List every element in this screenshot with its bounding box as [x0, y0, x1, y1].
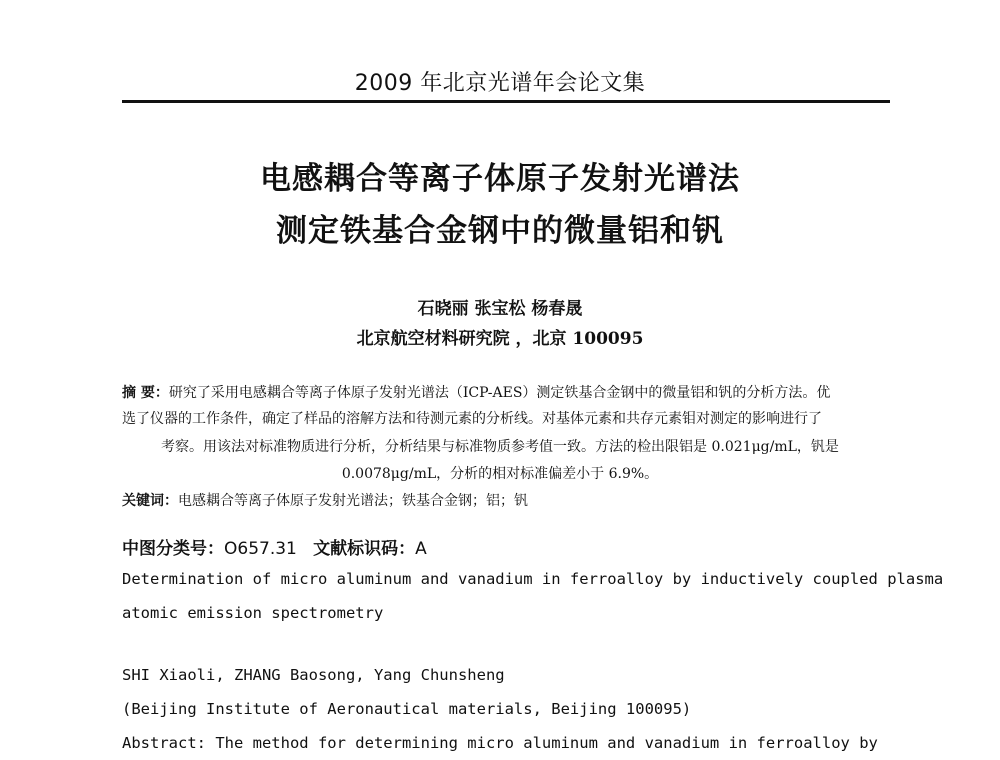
doc-code-label: 文献标识码： — [313, 539, 416, 559]
abstract-label: 摘 要： — [122, 385, 169, 401]
english-title-line2: atomic emission spectrometry — [122, 604, 384, 622]
proceedings-header: 2009 年北京光谱年会论文集 — [354, 71, 646, 96]
abstract-cn-text1: 研究了采用电感耦合等离子体原子发射光谱法（ICP-AES）测定铁基合金钢中的微量铝和钒的分析方法。优 — [168, 385, 831, 401]
english-abstract-start: Abstract: The method for determining micro aluminum and vanadium in ferroalloy by — [122, 734, 878, 752]
paper-title-line2: 测定铁基合金钢中的微量铝和钒 — [276, 213, 724, 249]
author-affiliation: 北京航空材料研究院 ，北京 100095 — [356, 329, 644, 349]
keywords-text: 电感耦合等离子体原子发射光谱法；铁基合金钢；铝；钒 — [178, 493, 528, 509]
english-affiliation: (Beijing Institute of Aeronautical materials, Beijing 100095) — [122, 700, 692, 718]
header-rule — [122, 100, 890, 103]
english-authors: SHI Xiaoli, ZHANG Baosong, Yang Chunsheng — [122, 666, 505, 684]
classification-line — [122, 534, 427, 559]
keywords-label: 关键词： — [122, 493, 178, 509]
abstract-cn-line1 — [122, 382, 830, 402]
paper-title-line1: 电感耦合等离子体原子发射光谱法 — [260, 161, 740, 197]
author-names: 石晓丽 张宝松 杨春晟 — [417, 299, 583, 319]
clc-value: O657.31 — [224, 539, 297, 559]
clc-label: 中图分类号： — [122, 539, 224, 559]
keywords-cn — [122, 490, 528, 510]
abstract-cn-line2: 选了仪器的工作条件，确定了样品的溶解方法和待测元素的分析线。对基体元素和共存元素钼对测定的影响进行了 — [122, 411, 822, 427]
doc-code-value: A — [415, 539, 427, 559]
abstract-cn-line4: 0.0078μg/mL，分析的相对标准偏差小于 6.9%。 — [341, 466, 659, 482]
english-title-line1: Determination of micro aluminum and vanadium in ferroalloy by inductively coupled plasma — [122, 570, 944, 588]
abstract-cn-line3: 考察。用该法对标准物质进行分析，分析结果与标准物质参考值一致。方法的检出限铝是 0.021μg/mL，钒是 — [161, 439, 839, 455]
